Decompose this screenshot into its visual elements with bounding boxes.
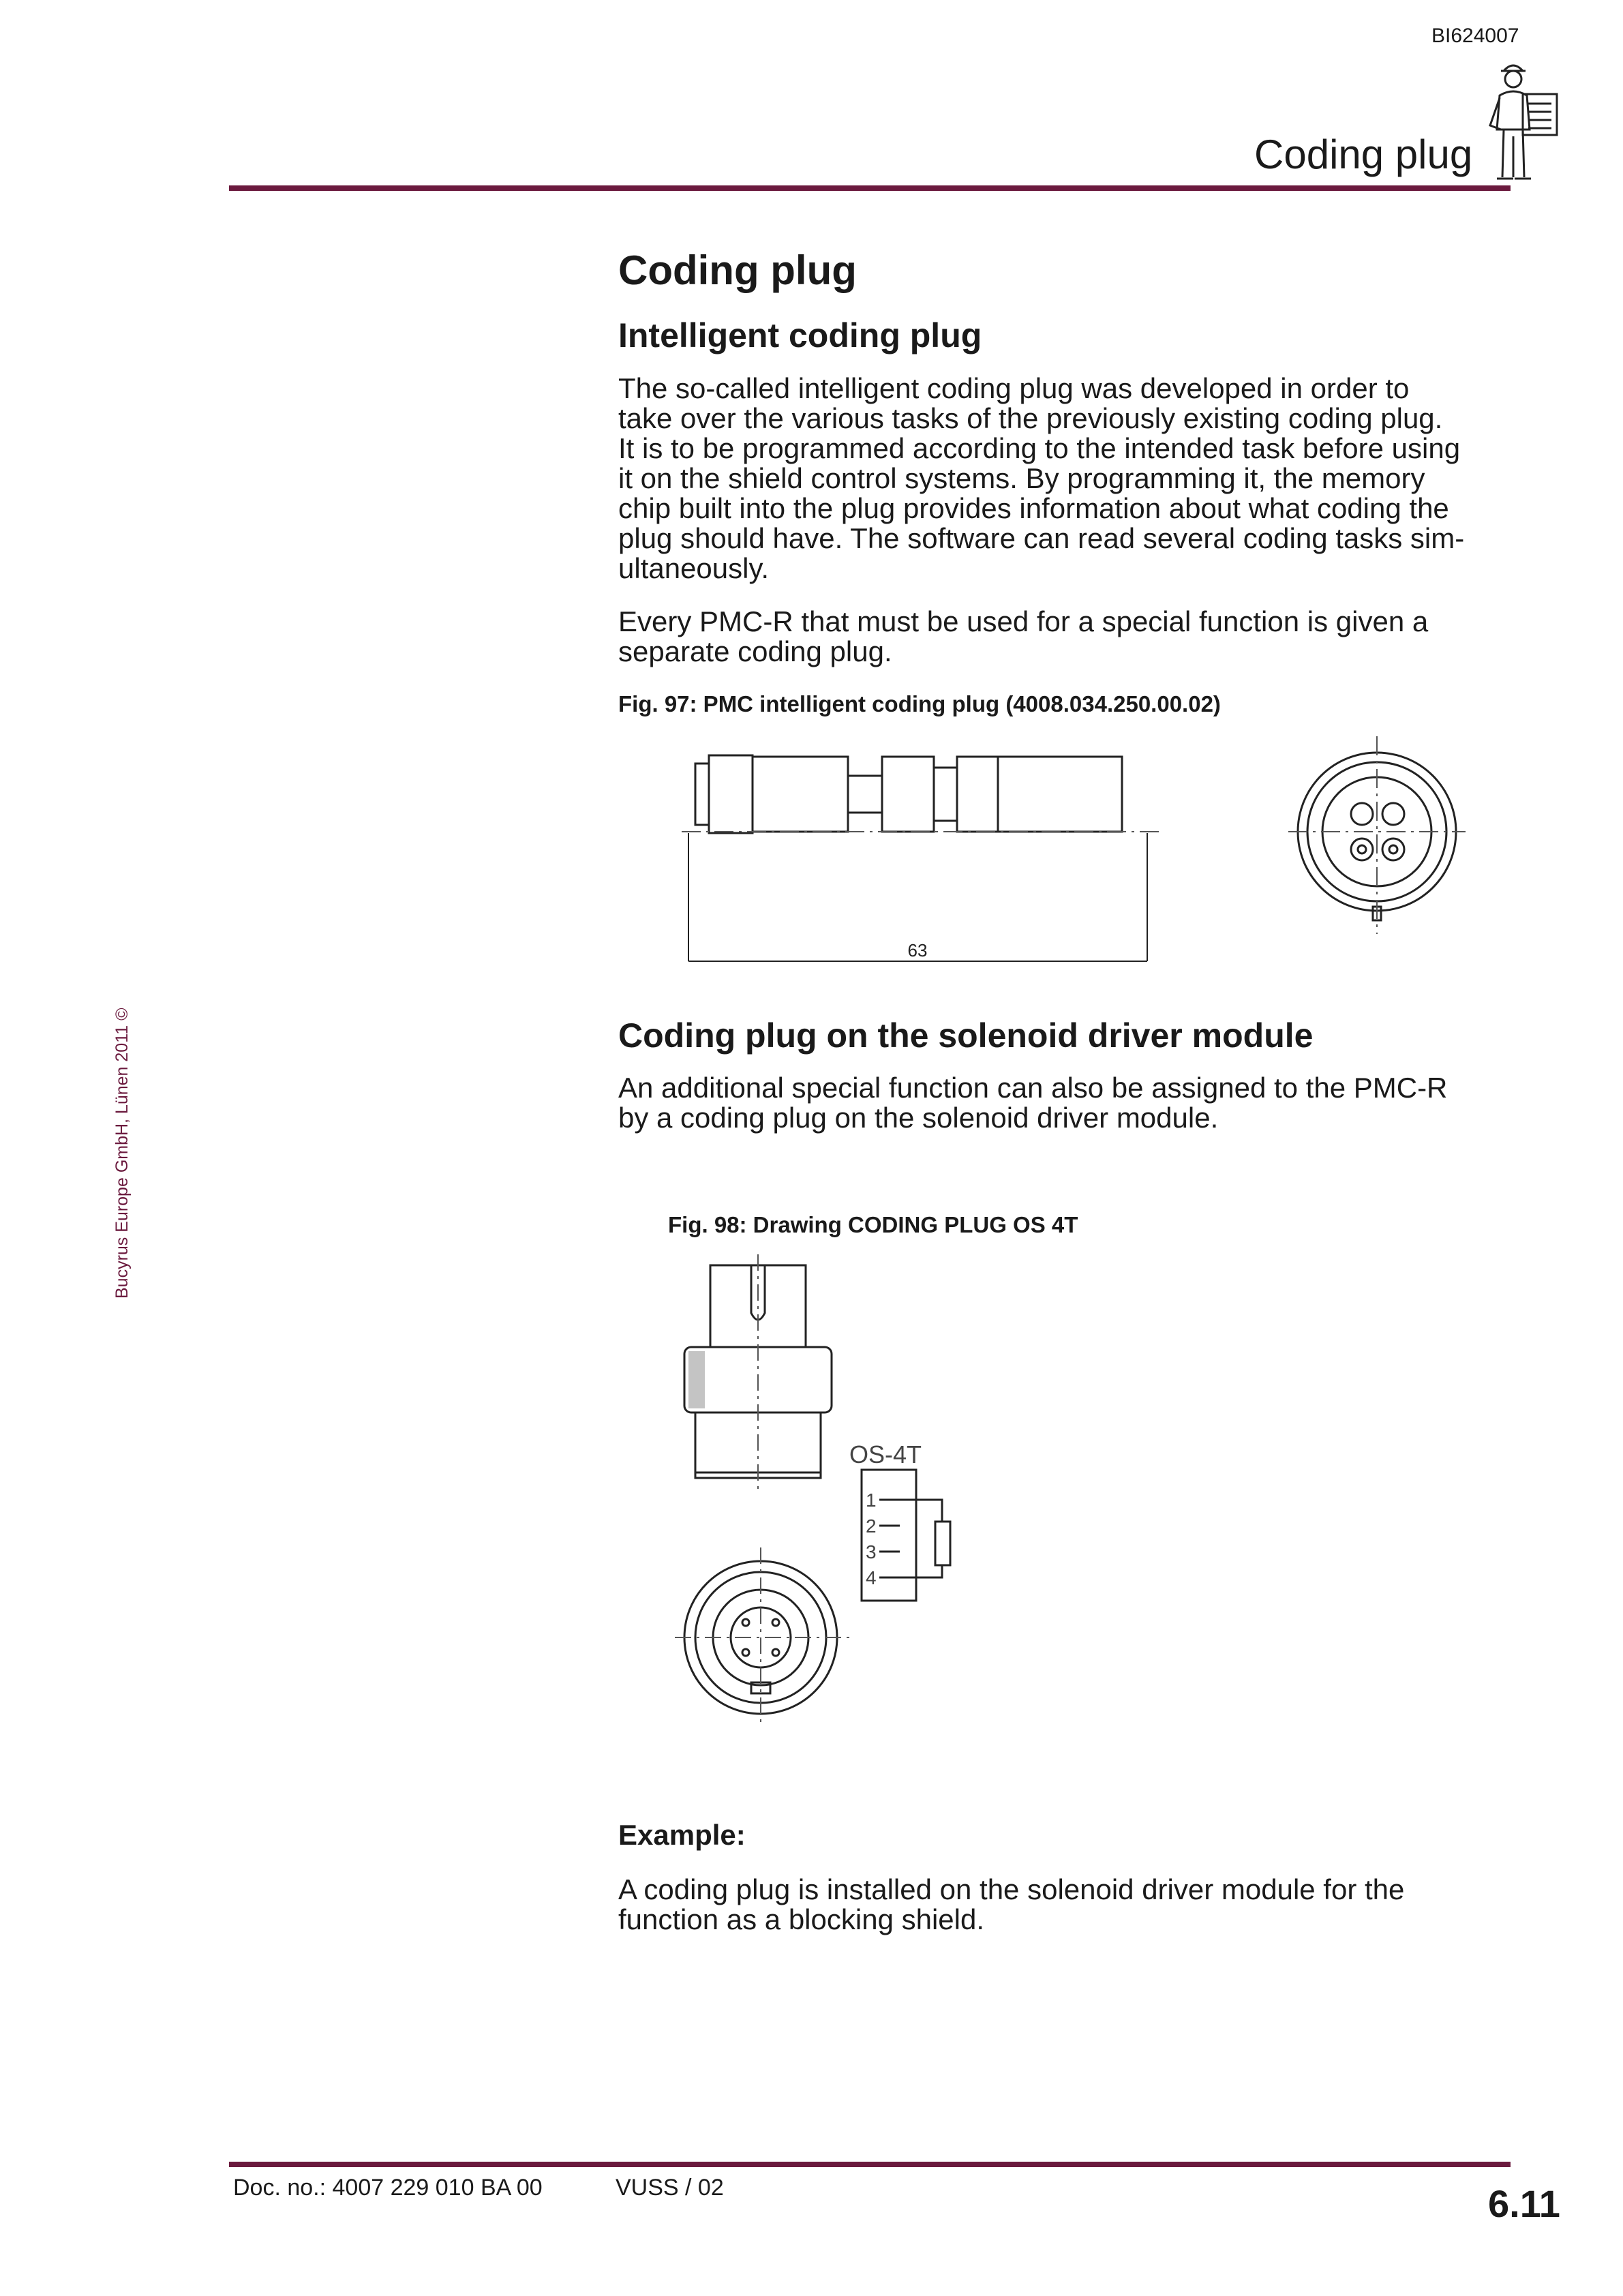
page-title: Coding plug [618, 247, 857, 293]
document-id: BI624007 [1431, 25, 1519, 47]
pin-label: 2 [866, 1515, 877, 1537]
figure-98-drawing [675, 1254, 1002, 1732]
paragraph-intelligent-2: Every PMC-R that must be used for a special function is given a separate coding plug. [618, 605, 1429, 667]
drawing-label-os4t: OS-4T [849, 1440, 922, 1468]
section-heading-intelligent: Intelligent coding plug [618, 316, 982, 354]
dimension-label: 63 [907, 940, 928, 961]
figure-97-drawing [682, 736, 1472, 968]
example-heading: Example: [618, 1819, 746, 1851]
figure-caption-98: Fig. 98: Drawing CODING PLUG OS 4T [668, 1212, 1078, 1237]
example-paragraph: A coding plug is installed on the solenoid driver module for the function as a blocking shield. [618, 1873, 1405, 1935]
pin-label: 3 [866, 1541, 877, 1562]
copyright-notice: Bucyrus Europe GmbH, Lünen 2011 © [112, 1008, 132, 1299]
pin-label: 1 [866, 1490, 877, 1511]
paragraph-intelligent-1: The so-called intelligent coding plug was developed in order to take over the various tasks of the previously existing coding plug. It is to be programmed according to the intended task before using it on the shield control systems. By programming it, the memory chip built into the plug provides information about what coding the plug should have. The software can read several coding tasks sim- ultaneously. [618, 372, 1465, 584]
paragraph-solenoid: An additional special function can also be assigned to the PMC-R by a coding plug on the solenoid driver module. [618, 1072, 1448, 1134]
footer-doc-number: Doc. no.: 4007 229 010 BA 00 [233, 2175, 543, 2201]
header-rule [229, 185, 1511, 191]
footer-rule [229, 2162, 1511, 2167]
header-title: Coding plug [1254, 132, 1473, 177]
figure-caption-97: Fig. 97: PMC intelligent coding plug (4008.034.250.00.02) [618, 691, 1221, 716]
section-heading-solenoid: Coding plug on the solenoid driver module [618, 1016, 1314, 1055]
footer-reference: VUSS / 02 [616, 2175, 724, 2201]
technician-figure-icon [1479, 55, 1568, 184]
page-number: 6.11 [1488, 2182, 1560, 2225]
pin-label: 4 [866, 1567, 877, 1588]
